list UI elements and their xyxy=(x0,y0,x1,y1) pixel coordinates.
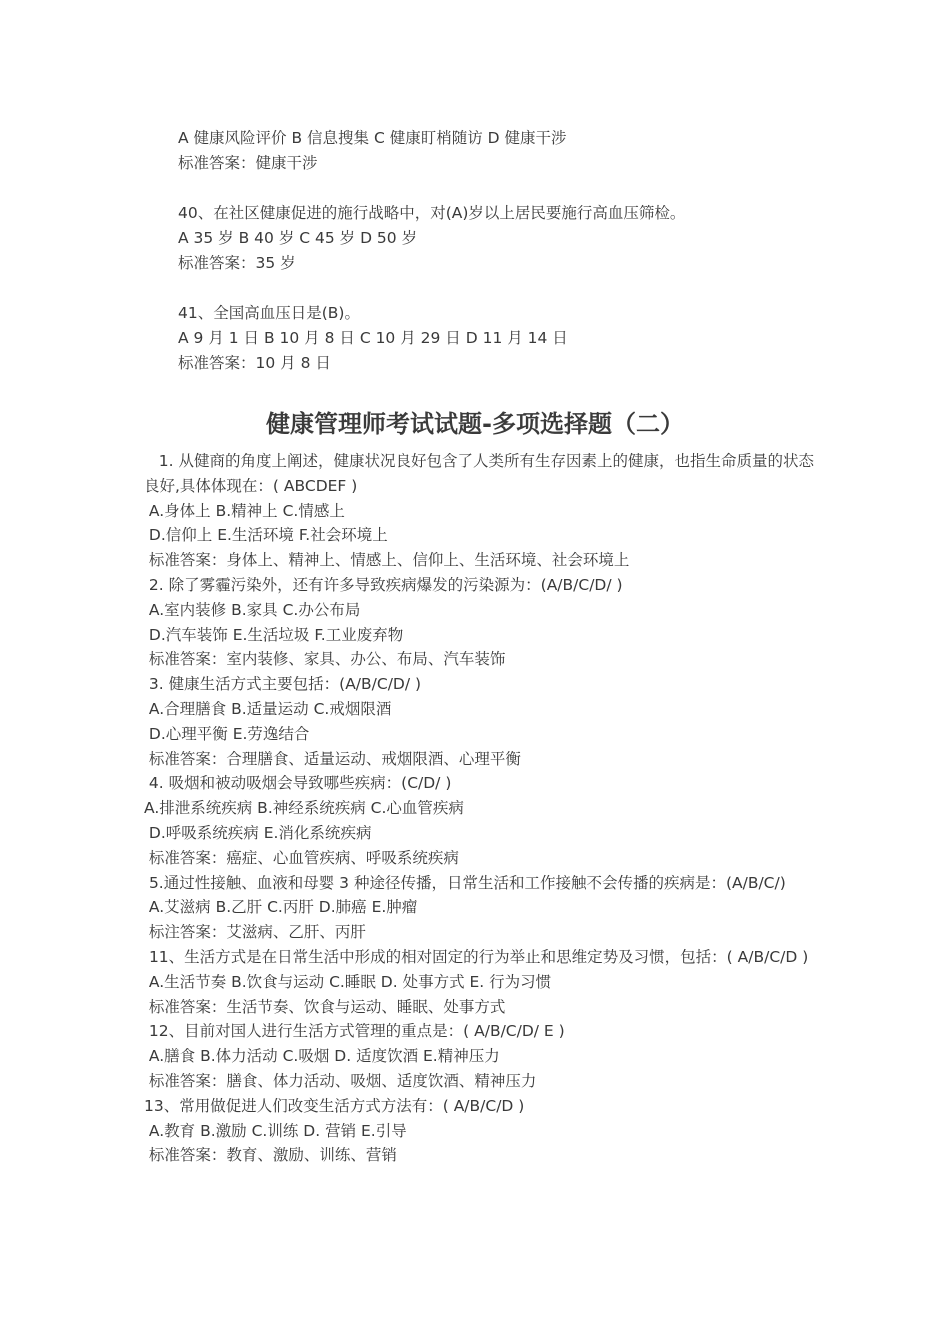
q5-options: A.艾滋病 B.乙肝 C.丙肝 D.肺癌 E.肿瘤 xyxy=(144,898,418,917)
question-3: 3. 健康生活方式主要包括：(A/B/C/D/ ) xyxy=(144,675,422,694)
top-section xyxy=(178,126,878,376)
q40-question: 40、在社区健康促进的施行战略中，对(A)岁以上居民要施行高血压筛检。 xyxy=(178,204,686,222)
question-list xyxy=(144,449,814,1168)
q2-options-a-c: A.室内装修 B.家具 C.办公布局 xyxy=(144,600,361,619)
q13-options: A.教育 B.激励 C.训练 D. 营销 E.引导 xyxy=(144,1121,407,1140)
q12-options: A.膳食 B.体力活动 C.吸烟 D. 适度饮酒 E.精神压力 xyxy=(144,1047,500,1066)
question-13: 13、常用做促进人们改变生活方式方法有：( A/B/C/D ) xyxy=(144,1096,525,1115)
question-2: 2. 除了雾霾污染外，还有许多导致疾病爆发的污染源为：(A/B/C/D/ ) xyxy=(144,575,623,594)
q4-options-a-c: A.排泄系统疾病 B.神经系统疾病 C.心血管疾病 xyxy=(144,799,464,818)
q40-options: A 35 岁 B 40 岁 C 45 岁 D 50 岁 xyxy=(178,229,418,247)
q39-answer: 标准答案：健康干涉 xyxy=(178,154,318,172)
q11-answer: 标准答案：生活节奏、饮食与运动、睡眠、处事方式 xyxy=(144,997,506,1016)
question-4: 4. 吸烟和被动吸烟会导致哪些疾病：(C/D/ ) xyxy=(144,774,452,793)
q3-answer: 标准答案：合理膳食、适量运动、戒烟限酒、心理平衡 xyxy=(144,749,521,768)
q2-answer: 标准答案：室内装修、家具、办公、布局、汽车装饰 xyxy=(144,650,506,669)
spacer xyxy=(178,176,878,201)
q40-answer: 标准答案：35 岁 xyxy=(178,254,296,272)
q2-options-d-f: D.汽车装饰 E.生活垃圾 F.工业废弃物 xyxy=(144,625,404,644)
q3-options-a-c: A.合理膳食 B.适量运动 C.戒烟限酒 xyxy=(144,699,392,718)
question-12: 12、目前对国人进行生活方式管理的重点是：( A/B/C/D/ E ) xyxy=(144,1022,565,1041)
q4-answer: 标准答案：癌症、心血管疾病、呼吸系统疾病 xyxy=(144,848,459,867)
q13-answer: 标准答案：教育、激励、训练、营销 xyxy=(144,1146,397,1165)
q4-options-d-e: D.呼吸系统疾病 E.消化系统疾病 xyxy=(144,823,372,842)
q5-answer: 标注答案：艾滋病、乙肝、丙肝 xyxy=(144,923,366,942)
q41-question: 41、全国高血压日是(B)。 xyxy=(178,304,360,322)
q11-options: A.生活节奏 B.饮食与运动 C.睡眠 D. 处事方式 E. 行为习惯 xyxy=(144,972,552,991)
spacer xyxy=(178,276,878,301)
q1-options-a-c: A.身体上 B.精神上 C.情感上 xyxy=(144,501,345,520)
section-title: 健康管理师考试试题-多项选择题（二） xyxy=(266,410,684,438)
question-1: 1. 从健商的角度上阐述，健康状况良好包含了人类所有生存因素上的健康，也指生命质量的状态良好,具体体现在：( ABCDEF ) xyxy=(144,452,814,495)
q1-answer: 标准答案：身体上、精神上、情感上、信仰上、生活环境、社会环境上 xyxy=(144,551,630,570)
q1-options-d-f: D.信仰上 E.生活环境 F.社会环境上 xyxy=(144,526,388,545)
q3-options-d-e: D.心理平衡 E.劳逸结合 xyxy=(144,724,310,743)
q41-answer: 标准答案：10 月 8 日 xyxy=(178,354,331,372)
question-5: 5.通过性接触、血液和母婴 3 种途径传播，日常生活和工作接触不会传播的疾病是：(A/B/C/) xyxy=(144,873,786,892)
q12-answer: 标准答案：膳食、体力活动、吸烟、适度饮酒、精神压力 xyxy=(144,1071,537,1090)
q39-options: A 健康风险评价 B 信息搜集 C 健康盯梢随访 D 健康干涉 xyxy=(178,129,567,147)
question-11: 11、生活方式是在日常生活中形成的相对固定的行为举止和思维定势及习惯，包括：( A/B/C/D ) xyxy=(144,947,809,966)
q41-options: A 9 月 1 日 B 10 月 8 日 C 10 月 29 日 D 11 月 14 日 xyxy=(178,329,568,347)
